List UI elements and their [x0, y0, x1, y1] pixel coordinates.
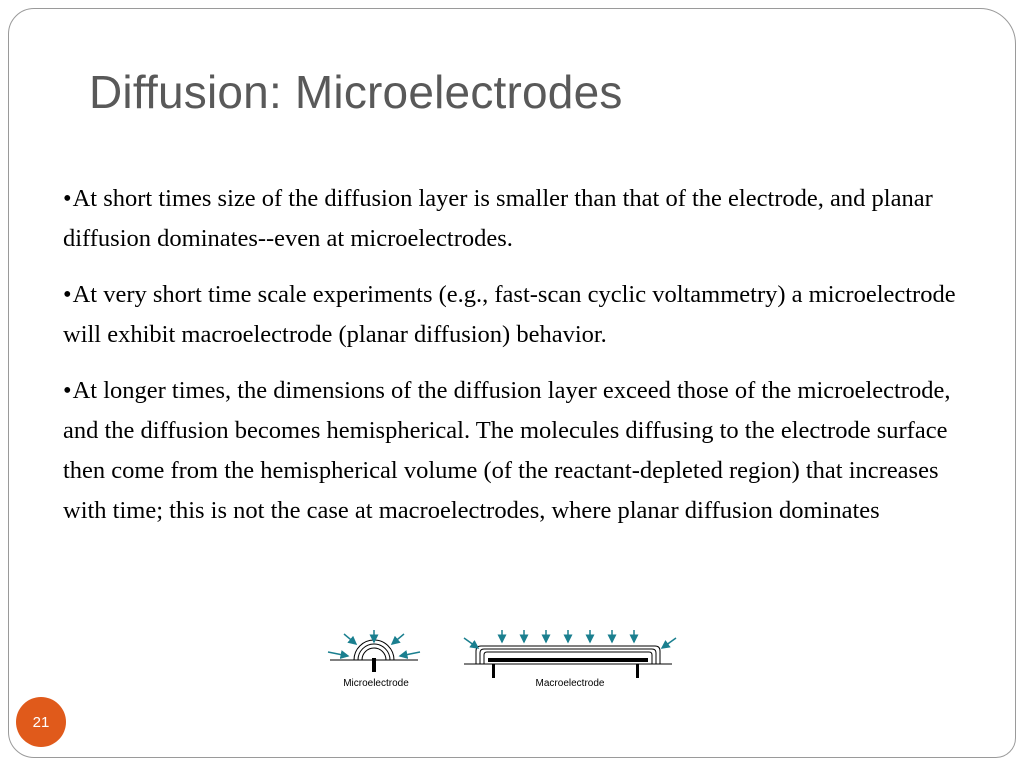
- microelectrode-shape: [372, 658, 376, 672]
- microelectrode-label: Microelectrode: [343, 678, 409, 689]
- arrow-icon: [400, 652, 420, 656]
- arrow-icon: [392, 634, 404, 644]
- bullet-icon: •: [63, 377, 72, 404]
- slide-title: Diffusion: Microelectrodes: [89, 66, 623, 118]
- slide-body: [63, 179, 983, 547]
- macro-electrode-lead: [492, 664, 495, 678]
- micro-diffusion-shell: [358, 644, 390, 660]
- macro-electrode-lead: [636, 664, 639, 678]
- bullet-text: At short times size of the diffusion layer is smaller than that of the electrode, and planar diffusion dominates--even at microelectrodes.: [63, 185, 933, 252]
- diffusion-diagram: [324, 628, 684, 692]
- arrow-icon: [464, 638, 478, 648]
- page-number: 21: [32, 713, 50, 731]
- bullet-icon: •: [63, 281, 72, 308]
- bullet-text: At very short time scale experiments (e.g., fast-scan cyclic voltammetry) a microelectrode will exhibit macroelectrode (planar diffusion) behavior.: [63, 281, 956, 348]
- arrow-icon: [662, 638, 676, 648]
- page-number-badge: [16, 697, 66, 747]
- bullet-icon: •: [63, 185, 72, 212]
- bullet-item: [63, 179, 983, 259]
- arrow-icon: [344, 634, 356, 644]
- arrow-icon: [328, 652, 348, 656]
- macroelectrode-label: Macroelectrode: [535, 678, 605, 689]
- micro-diffusion-shell: [354, 640, 394, 660]
- macroelectrode-diagram: [464, 630, 676, 689]
- bullet-item: [63, 275, 983, 355]
- bullet-item: [63, 371, 983, 531]
- microelectrode-diagram: [328, 630, 420, 689]
- bullet-text: At longer times, the dimensions of the diffusion layer exceed those of the microelectrode, and the diffusion becomes hemispherical. The molecules diffusing to the electrode surface then come from the hemispherical volume (of the reactant-depleted region) that increases with time; this is not the case at macroelectrodes, where planar diffusion dominates: [63, 377, 951, 524]
- macroelectrode-shape: [488, 658, 648, 662]
